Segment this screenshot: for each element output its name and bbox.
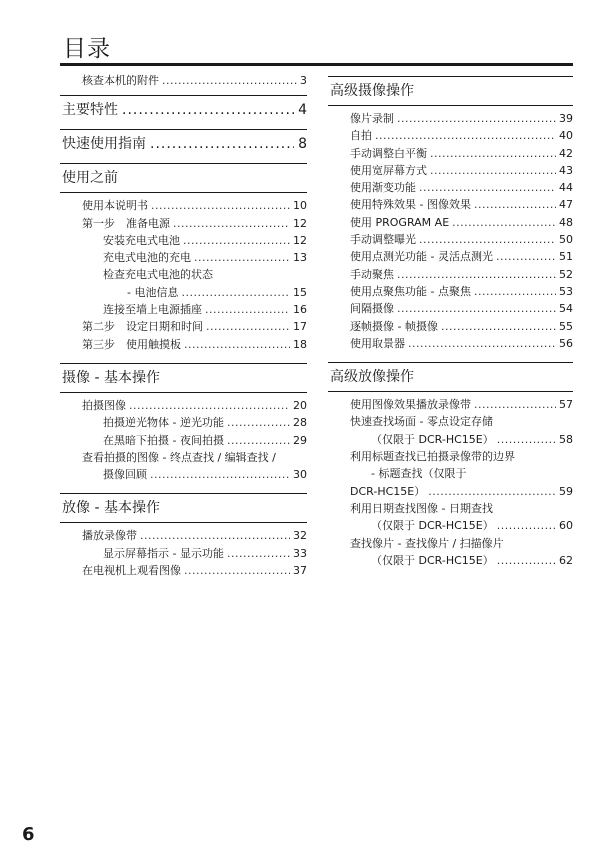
toc-entry-title: 使用 PROGRAM AE xyxy=(350,215,450,229)
toc-entry-page: 39 xyxy=(559,112,573,125)
toc-entry-title: 在黑暗下拍摄 - 夜间拍摄 xyxy=(103,433,224,447)
toc-entry-title: - 标题查找（仅限于 xyxy=(371,467,467,481)
toc-entry[interactable] xyxy=(60,266,307,283)
dot-leader xyxy=(497,552,556,569)
dot-leader xyxy=(140,527,290,544)
toc-entry-page: 28 xyxy=(293,416,307,430)
toc-entry[interactable] xyxy=(60,414,307,431)
dot-leader xyxy=(227,545,290,562)
section-heading: 高级放像操作 xyxy=(328,362,573,392)
toc-entry-page: 54 xyxy=(559,302,573,316)
toc-entry-title: （仅限于 DCR-HC15E） xyxy=(371,553,494,567)
toc-entry-page: 30 xyxy=(293,468,307,482)
dot-leader xyxy=(122,100,294,120)
page-title: 目录 xyxy=(63,36,111,62)
dot-leader xyxy=(227,414,290,431)
toc-entry[interactable] xyxy=(328,300,573,317)
toc-entry-page: 62 xyxy=(559,553,573,567)
toc-entry[interactable] xyxy=(60,432,307,449)
toc-entry-title: 核查本机的附件 xyxy=(82,74,159,87)
toc-entry-page: 32 xyxy=(293,529,307,543)
toc-entry-page: 53 xyxy=(559,284,573,298)
toc-entry-page: 48 xyxy=(559,215,573,229)
section-heading: 摄像 - 基本操作 xyxy=(60,363,307,393)
toc-entry-page: 59 xyxy=(559,484,573,498)
toc-entry-page: 52 xyxy=(559,267,573,281)
toc-entry[interactable] xyxy=(328,266,573,283)
toc-entry-title: 利用日期查找图像 - 日期查找 xyxy=(350,501,493,515)
toc-entry[interactable] xyxy=(328,552,573,569)
dot-leader xyxy=(430,162,556,179)
toc-entry[interactable] xyxy=(328,448,573,465)
toc-entry[interactable] xyxy=(60,197,307,214)
toc-entry[interactable] xyxy=(60,449,307,466)
toc-entry-title: 第三步 使用触摸板 xyxy=(82,337,181,351)
dot-leader xyxy=(173,215,290,232)
toc-entry-page: 8 xyxy=(298,136,307,153)
toc-entry-page: 20 xyxy=(293,398,307,412)
toc-entry-title: 手动聚焦 xyxy=(350,267,394,281)
toc-entry-title: 拍摄逆光物体 - 逆光功能 xyxy=(103,416,224,430)
toc-entry-page: 55 xyxy=(559,319,573,333)
toc-entry[interactable] xyxy=(60,527,307,544)
toc-entry[interactable] xyxy=(328,335,573,352)
dot-leader xyxy=(151,197,290,214)
toc-entry-title: （仅限于 DCR-HC15E） xyxy=(371,519,494,533)
toc-entry-title: 连接至墙上电源插座 xyxy=(103,303,202,317)
toc-entry[interactable] xyxy=(328,396,573,413)
toc-entry-title: 检查充电式电池的状态 xyxy=(103,268,213,282)
toc-entry-page: 17 xyxy=(293,320,307,334)
dot-leader xyxy=(474,283,556,300)
toc-entry[interactable] xyxy=(328,145,573,162)
dot-leader xyxy=(408,335,556,352)
dot-leader xyxy=(497,431,556,448)
dot-leader xyxy=(430,145,556,162)
toc-entry[interactable] xyxy=(60,562,307,579)
section-heading: 高级摄像操作 xyxy=(328,76,573,106)
toc-entry-title: 快速使用指南 xyxy=(62,136,146,153)
dot-leader xyxy=(419,179,556,196)
toc-entry-title: 显示屏幕指示 - 显示功能 xyxy=(103,546,224,560)
toc-entry-page: 42 xyxy=(559,146,573,160)
dot-leader xyxy=(194,249,290,266)
toc-entry[interactable] xyxy=(328,465,573,482)
toc-entry-title: 间隔摄像 xyxy=(350,302,394,316)
toc-entry-title: 自拍 xyxy=(350,129,372,143)
toc-entry[interactable] xyxy=(60,545,307,562)
toc-entry-title: 手动调整曝光 xyxy=(350,233,416,247)
toc-entry-title: 拍摄图像 xyxy=(82,398,126,412)
toc-entry-title: - 电池信息 xyxy=(127,285,179,299)
toc-entry[interactable] xyxy=(328,196,573,213)
toc-entry[interactable] xyxy=(60,284,307,301)
toc-entry-title: （仅限于 DCR-HC15E） xyxy=(371,432,494,446)
toc-entry[interactable] xyxy=(328,231,573,248)
toc-entry[interactable] xyxy=(60,397,307,414)
toc-entry[interactable] xyxy=(328,413,573,430)
toc-entry[interactable] xyxy=(60,215,307,232)
toc-entry[interactable] xyxy=(60,336,307,353)
toc-entry-page: 10 xyxy=(293,199,307,213)
toc-left-column xyxy=(60,72,307,589)
dot-leader xyxy=(397,266,556,283)
dot-leader xyxy=(397,110,556,127)
toc-entry-title: 播放录像带 xyxy=(82,529,137,543)
toc-entry-title: 使用本说明书 xyxy=(82,199,148,213)
dot-leader xyxy=(184,336,290,353)
section-heading: 使用之前 xyxy=(60,163,307,193)
toc-entry-page: 51 xyxy=(559,250,573,264)
toc-entry[interactable] xyxy=(328,500,573,517)
toc-entry-title: 像片录制 xyxy=(350,112,394,125)
toc-entry-title: 摄像回顾 xyxy=(103,468,147,482)
toc-entry-page: 57 xyxy=(559,398,573,412)
toc-entry[interactable] xyxy=(328,318,573,335)
dot-leader xyxy=(397,300,556,317)
toc-entry-page: 3 xyxy=(300,74,307,87)
toc-entry-page: 56 xyxy=(559,336,573,350)
dot-leader xyxy=(162,72,297,89)
toc-entry-title: 手动调整白平衡 xyxy=(350,146,427,160)
toc-entry-page: 33 xyxy=(293,546,307,560)
toc-entry-page: 12 xyxy=(293,233,307,247)
toc-right-column xyxy=(328,72,573,579)
toc-entry-title: 充电式电池的充电 xyxy=(103,251,191,265)
toc-entry-title: 使用渐变功能 xyxy=(350,181,416,195)
toc-entry-title: 第一步 准备电源 xyxy=(82,216,170,230)
toc-major-entry[interactable] xyxy=(60,129,307,157)
dot-leader xyxy=(441,318,556,335)
toc-entry-page: 47 xyxy=(559,198,573,212)
toc-entry-title: 在电视机上观看图像 xyxy=(82,564,181,578)
toc-entry[interactable] xyxy=(328,214,573,231)
dot-leader xyxy=(150,466,290,483)
toc-entry-title: 使用宽屏幕方式 xyxy=(350,163,427,177)
dot-leader xyxy=(227,432,290,449)
dot-leader xyxy=(496,248,556,265)
dot-leader xyxy=(474,196,556,213)
dot-leader xyxy=(129,397,290,414)
toc-entry-page: 29 xyxy=(293,433,307,447)
toc-entry[interactable] xyxy=(328,127,573,144)
dot-leader xyxy=(474,396,556,413)
page-number: 6 xyxy=(22,824,35,845)
toc-entry-page: 4 xyxy=(298,102,307,119)
toc-entry-title: 使用特殊效果 - 图像效果 xyxy=(350,198,471,212)
toc-entry-title: 使用点测光功能 - 灵活点测光 xyxy=(350,250,493,264)
dot-leader xyxy=(375,127,556,144)
toc-entry[interactable] xyxy=(328,535,573,552)
toc-entry[interactable] xyxy=(328,179,573,196)
toc-entry-title: 使用取景器 xyxy=(350,336,405,350)
toc-entry-title: 第二步 设定日期和时间 xyxy=(82,320,203,334)
toc-entry[interactable] xyxy=(328,162,573,179)
toc-entry[interactable] xyxy=(328,283,573,300)
toc-entry[interactable] xyxy=(60,301,307,318)
toc-entry-page: 60 xyxy=(559,519,573,533)
dot-leader xyxy=(419,231,556,248)
toc-entry-title: 使用图像效果播放录像带 xyxy=(350,398,471,412)
dot-leader xyxy=(183,232,290,249)
toc-major-entry[interactable] xyxy=(60,95,307,123)
dot-leader xyxy=(205,301,290,318)
toc-entry-page: 13 xyxy=(293,251,307,265)
toc-entry-title: 查找像片 - 查找像片 / 扫描像片 xyxy=(350,536,504,550)
toc-entry-title: 主要特性 xyxy=(62,102,118,119)
toc-entry[interactable] xyxy=(328,483,573,500)
title-rule xyxy=(60,63,573,66)
toc-entry-page: 58 xyxy=(559,432,573,446)
toc-entry-page: 40 xyxy=(559,129,573,143)
toc-entry-title: 使用点聚焦功能 - 点聚焦 xyxy=(350,284,471,298)
toc-entry-page: 37 xyxy=(293,564,307,578)
dot-leader xyxy=(184,562,290,579)
toc-entry[interactable] xyxy=(60,249,307,266)
dot-leader xyxy=(497,517,556,534)
dot-leader xyxy=(428,483,556,500)
toc-entry-page: 16 xyxy=(293,303,307,317)
toc-entry[interactable] xyxy=(60,72,307,89)
dot-leader xyxy=(206,318,290,335)
toc-entry-page: 12 xyxy=(293,216,307,230)
dot-leader xyxy=(150,134,294,154)
section-heading: 放像 - 基本操作 xyxy=(60,493,307,523)
toc-entry-page: 18 xyxy=(293,337,307,351)
toc-entry-title: 利用标题查找已拍摄录像带的边界 xyxy=(350,450,515,464)
toc-entry-page: 15 xyxy=(293,285,307,299)
toc-entry[interactable] xyxy=(60,466,307,483)
toc-entry-page: 43 xyxy=(559,163,573,177)
toc-entry[interactable] xyxy=(328,517,573,534)
dot-leader xyxy=(452,214,556,231)
toc-entry-title: 查看拍摄的图像 - 终点查找 / 编辑查找 / xyxy=(82,450,276,464)
toc-entry-title: 安装充电式电池 xyxy=(103,233,180,247)
toc-entry-title: 逐帧摄像 - 帧摄像 xyxy=(350,319,438,333)
toc-entry-title: 快速查找场面 - 零点设定存储 xyxy=(350,415,493,429)
toc-entry[interactable] xyxy=(328,431,573,448)
toc-entry[interactable] xyxy=(328,110,573,127)
toc-entry-page: 50 xyxy=(559,233,573,247)
toc-entry[interactable] xyxy=(60,232,307,249)
toc-entry[interactable] xyxy=(60,318,307,335)
toc-entry[interactable] xyxy=(328,248,573,265)
toc-entry-title: DCR-HC15E） xyxy=(350,484,426,498)
dot-leader xyxy=(181,284,290,301)
toc-entry-page: 44 xyxy=(559,181,573,195)
